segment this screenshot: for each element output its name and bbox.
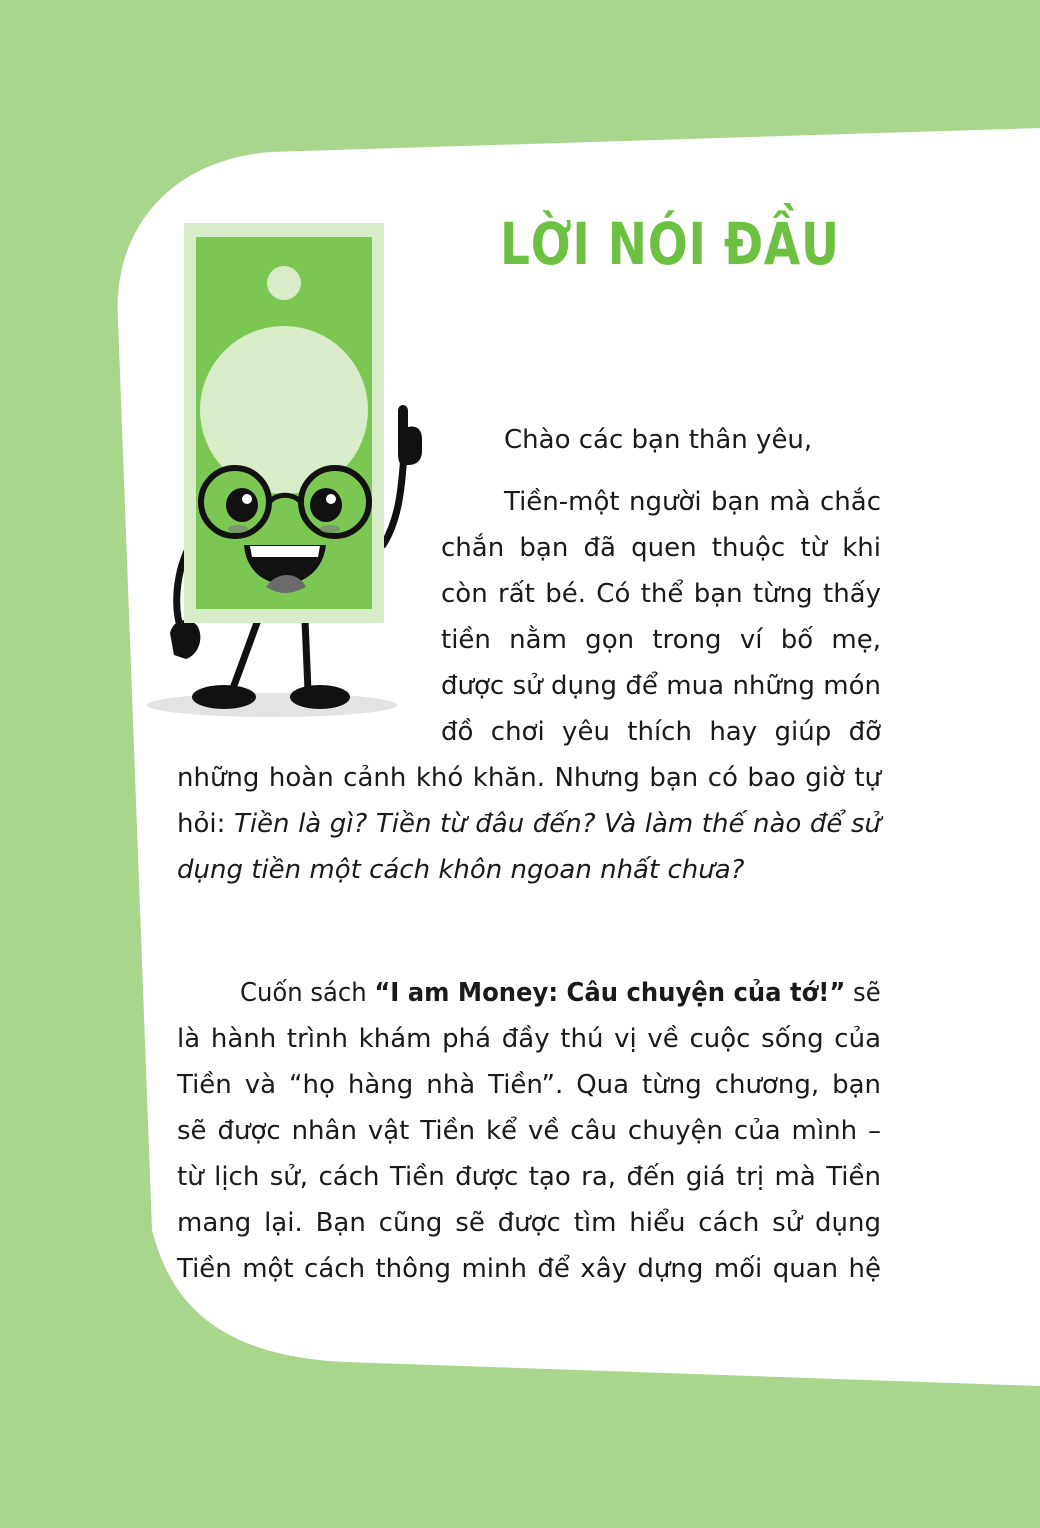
mascot-left-hand bbox=[170, 620, 200, 659]
paragraph-1-line-6: đồ chơi yêu thích hay giúp đỡ bbox=[441, 717, 881, 747]
paragraph-2-line-4: sẽ được nhân vật Tiền kể về câu chuyện của mình – bbox=[177, 1116, 881, 1146]
paragraph-1-line-8: hỏi: Tiền là gì? Tiền từ đâu đến? Và làm thế nào để sử bbox=[177, 809, 881, 839]
paragraph-1-line-5: được sử dụng để mua những món bbox=[441, 671, 881, 701]
mascot-left-eye bbox=[226, 488, 258, 522]
book-title: “I am Money: Câu chuyện của tớ!” bbox=[374, 978, 846, 1008]
paragraph-1-line-4: tiền nằm gọn trong ví bố mẹ, bbox=[441, 625, 881, 655]
mascot-right-leg bbox=[305, 620, 308, 691]
mascot-pointing-hand bbox=[398, 405, 422, 465]
mascot-left-shoe bbox=[192, 685, 256, 709]
paragraph-1-line-3: còn rất bé. Có thể bạn từng thấy bbox=[441, 579, 881, 609]
mascot-left-cheek bbox=[228, 525, 248, 533]
paragraph-2-line-7: Tiền một cách thông minh để xây dựng mối quan hệ bbox=[177, 1254, 881, 1284]
paragraph-2-line-3: Tiền và “họ hàng nhà Tiền”. Qua từng chương, bạn bbox=[177, 1070, 881, 1100]
paragraph-2-line-1: Cuốn sách “I am Money: Câu chuyện của tớ!” sẽ bbox=[240, 978, 881, 1008]
mascot-teeth bbox=[250, 546, 320, 557]
mascot-right-shoe bbox=[290, 685, 350, 709]
mascot-right-cheek bbox=[320, 525, 340, 533]
mascot-shadow bbox=[147, 693, 397, 717]
page-title: LỜI NÓI ĐẦU bbox=[500, 210, 840, 278]
paragraph-1-line-2: chắn bạn đã quen thuộc từ khi bbox=[441, 533, 881, 563]
paragraph-1-line-9: dụng tiền một cách khôn ngoan nhất chưa? bbox=[177, 855, 745, 885]
mascot-right-eye bbox=[310, 488, 342, 522]
greeting: Chào các bạn thân yêu, bbox=[504, 425, 813, 455]
mascot-left-leg bbox=[232, 620, 258, 691]
bill-small-circle bbox=[267, 266, 301, 300]
money-bill-mascot bbox=[140, 215, 440, 725]
paragraph-2-line-2: là hành trình khám phá đầy thú vị về cuộc sống của bbox=[177, 1024, 881, 1054]
paragraph-1-line-7: những hoàn cảnh khó khăn. Nhưng bạn có bao giờ tự bbox=[177, 763, 881, 793]
paragraph-2-line-6: mang lại. Bạn cũng sẽ được tìm hiểu cách sử dụng bbox=[177, 1208, 881, 1238]
paragraph-1-line-1: Tiền-một người bạn mà chắc bbox=[504, 487, 881, 517]
paragraph-2-line-5: từ lịch sử, cách Tiền được tạo ra, đến giá trị mà Tiền bbox=[177, 1162, 881, 1192]
